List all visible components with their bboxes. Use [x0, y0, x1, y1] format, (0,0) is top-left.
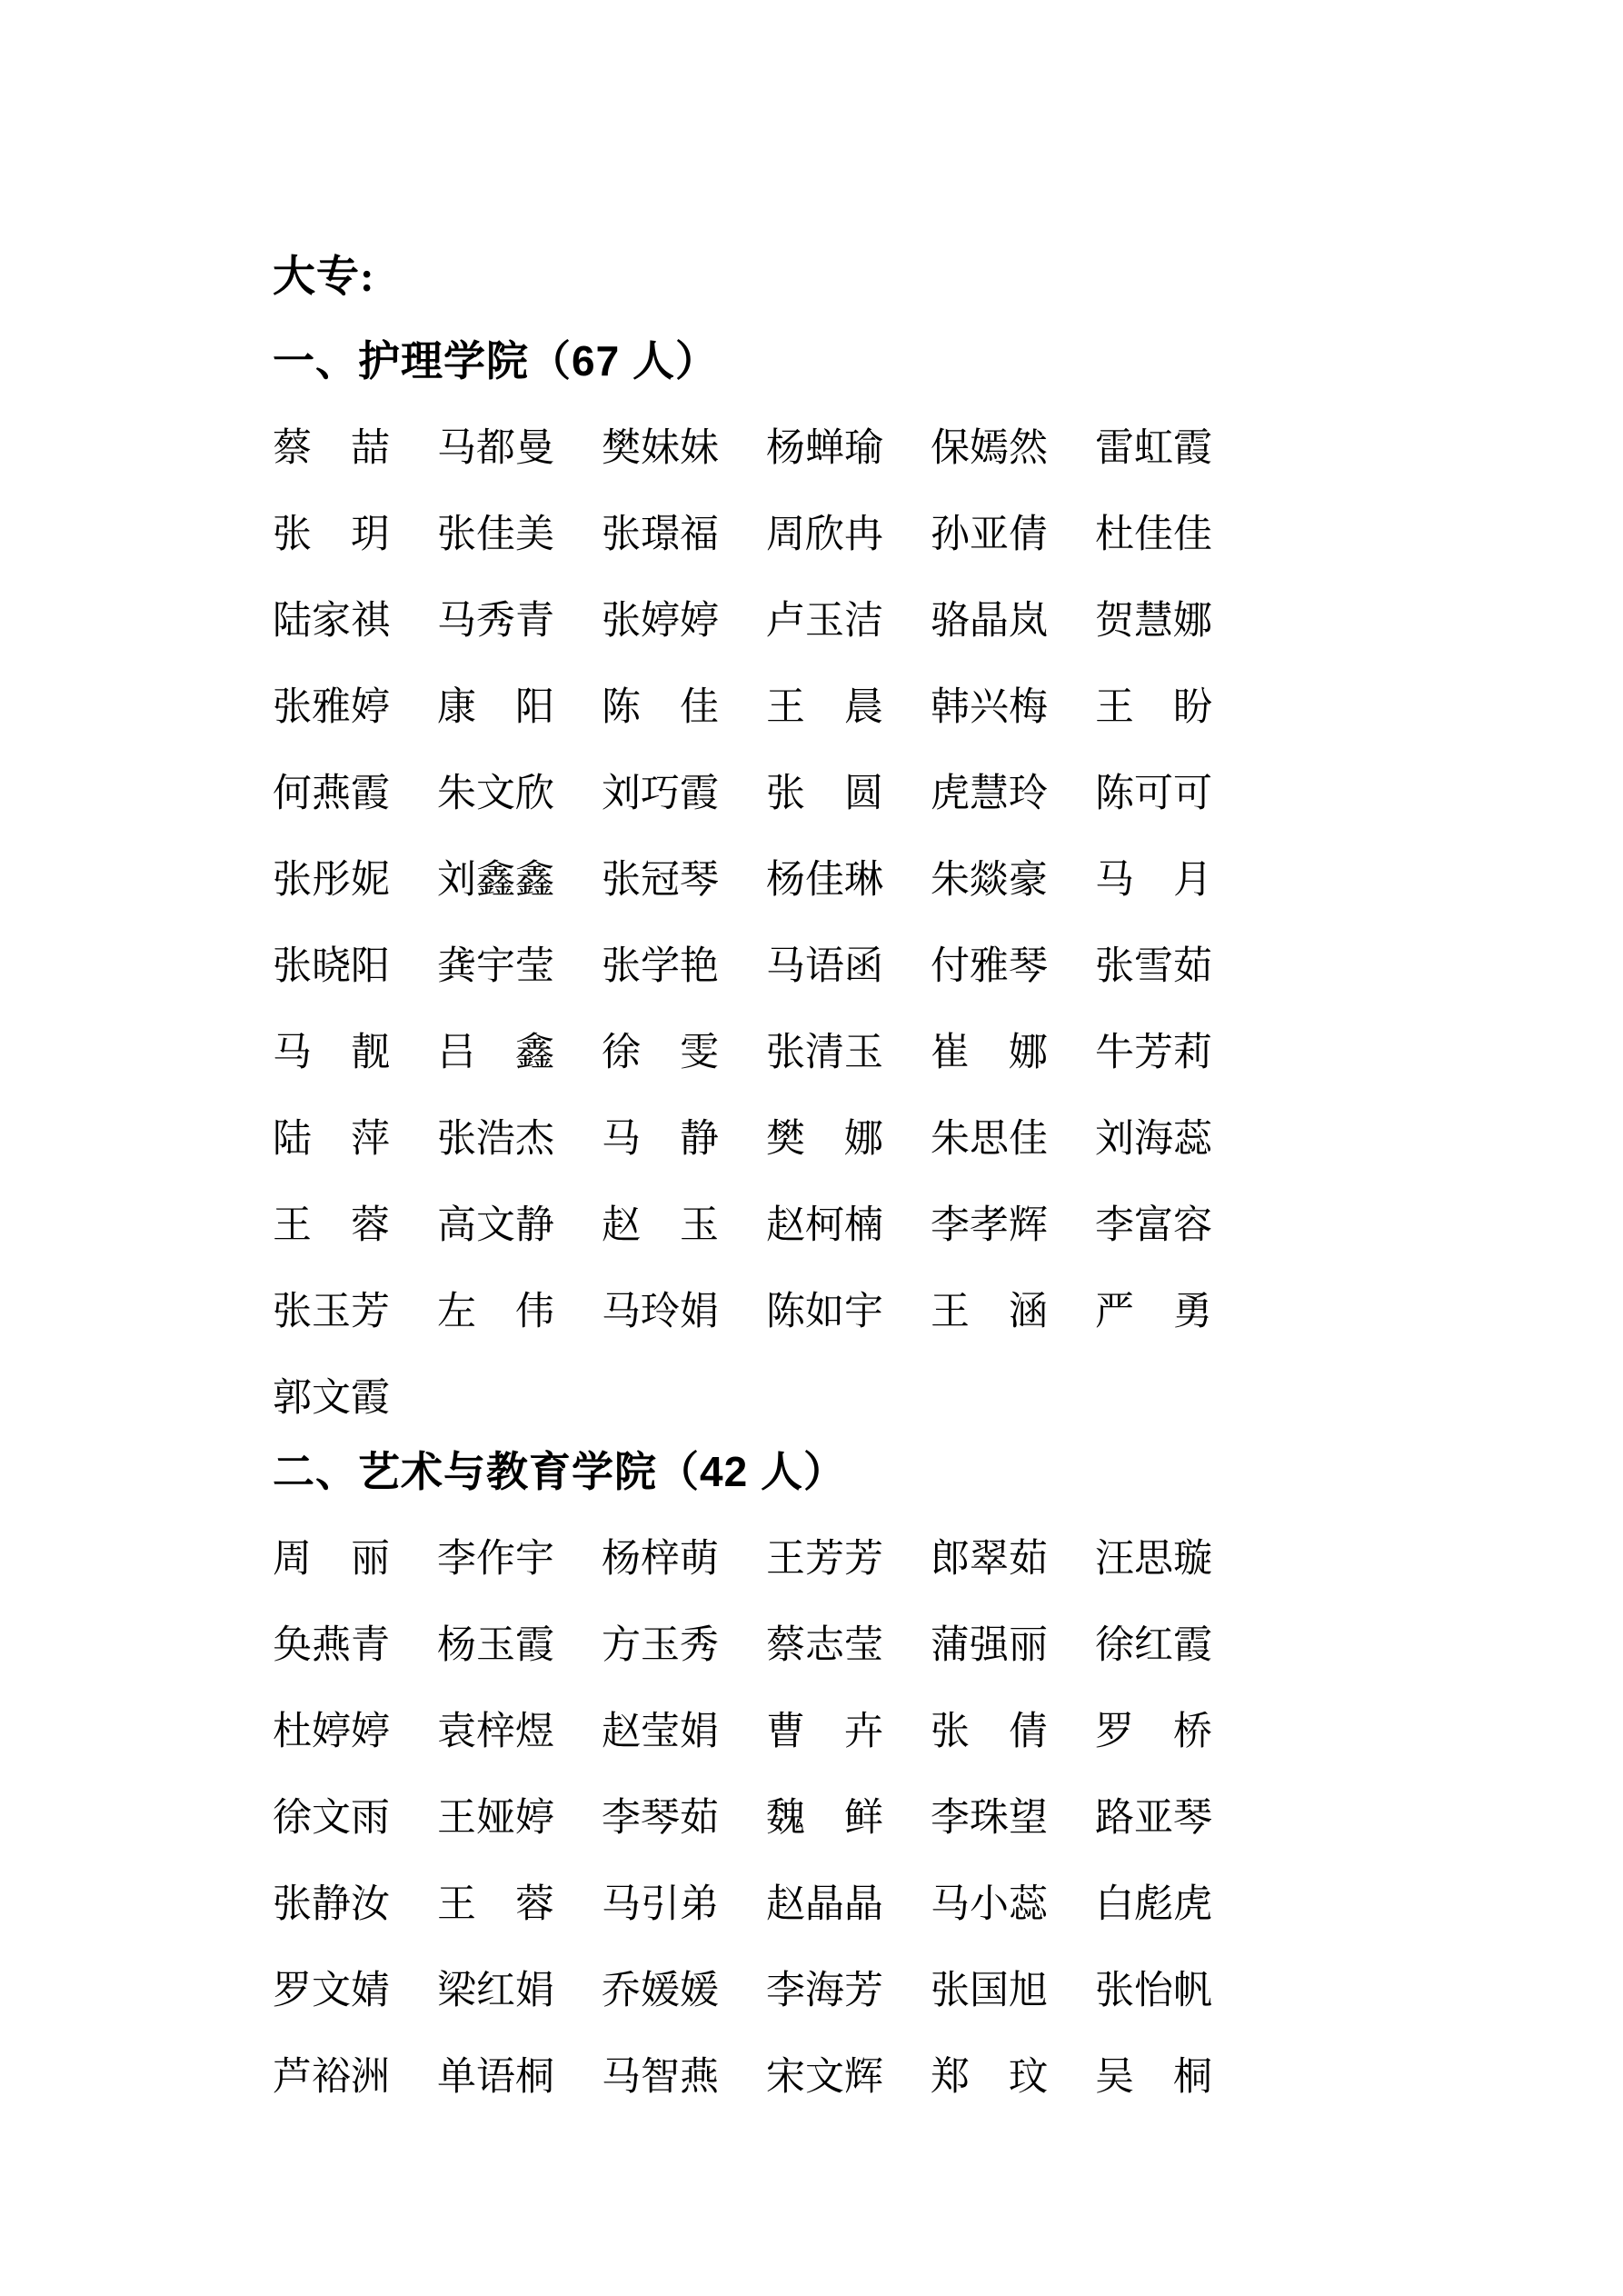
student-name: 蒲强丽: [931, 1624, 1048, 1667]
name-row: [273, 1775, 1490, 1862]
student-name: 方玉秀: [602, 1624, 719, 1667]
student-name: 保嫣然: [931, 427, 1048, 470]
student-name: 郎翠茹: [931, 1538, 1048, 1581]
student-name: 芦裕洲: [273, 2056, 390, 2099]
student-name: 孙亚倩: [931, 514, 1048, 556]
student-name: 杜佳佳: [1095, 514, 1212, 556]
student-name: 马都曼: [437, 427, 554, 470]
name-row: [273, 1862, 1490, 1948]
student-name: 张学艳: [602, 945, 719, 988]
name-row: [273, 1516, 1490, 1602]
student-name: 郑 玟: [931, 2056, 1048, 2099]
student-name: 严 勇: [1095, 1291, 1212, 1333]
student-name: 宋文辉: [766, 2056, 883, 2099]
student-name: 左 伟: [437, 1291, 554, 1333]
student-name: 王芳芳: [766, 1538, 883, 1581]
student-name: 徐 雯: [602, 1032, 719, 1074]
student-name: 张彤妮: [273, 859, 390, 902]
student-name: 何燕霞: [273, 773, 390, 815]
student-name: 陈如宇: [766, 1291, 883, 1333]
student-name: 路亚琴: [1095, 1797, 1212, 1840]
student-name: 崔 娜: [931, 1032, 1048, 1074]
student-name: 罗文婧: [273, 1970, 390, 2012]
student-name: 王 涵: [931, 1291, 1048, 1333]
name-row: [273, 492, 1490, 578]
student-name: 单语桐: [437, 2056, 554, 2099]
student-name: 蔡志莹: [766, 1624, 883, 1667]
student-name: 杨玉霞: [437, 1624, 554, 1667]
student-name: 张静汝: [273, 1883, 390, 1926]
student-name: 赵莹娟: [602, 1711, 719, 1753]
student-name: 李富容: [1095, 1204, 1212, 1247]
student-name: 赵 玉: [602, 1204, 719, 1247]
name-row: [273, 1096, 1490, 1183]
student-name: 康 阳: [437, 686, 554, 729]
student-name: 赵柯楠: [766, 1204, 883, 1247]
student-name: 吴 桐: [1095, 2056, 1212, 2099]
student-name: 马 靓: [273, 1032, 390, 1074]
student-name: 刘鑫鑫: [437, 859, 554, 902]
student-name: 魏 鲜: [766, 1797, 883, 1840]
student-name: 吕 鑫: [437, 1032, 554, 1074]
student-name: 袁梓煜: [437, 1711, 554, 1753]
name-row: [273, 923, 1490, 1010]
student-name: 张 玥: [273, 514, 390, 556]
student-name: 马小蕊: [931, 1883, 1048, 1926]
name-row: [273, 1602, 1490, 1689]
student-name: 张怡帆: [1095, 1970, 1212, 2012]
student-name: 付雅琴: [931, 945, 1048, 988]
student-name: 陈 佳: [602, 686, 719, 729]
student-name: 张璟福: [602, 514, 719, 556]
student-name: 虎慧玲: [931, 773, 1048, 815]
student-name: 陈可可: [1095, 773, 1212, 815]
name-rows: [273, 405, 1490, 1442]
student-name: 杨梓萌: [602, 1538, 719, 1581]
student-name: 杜婷婷: [273, 1711, 390, 1753]
student-name: 樊妹妹: [602, 427, 719, 470]
student-name: 朱燚豪: [931, 859, 1048, 902]
student-name: 马 静: [602, 1118, 719, 1161]
student-name: 马玲娟: [602, 1291, 719, 1333]
student-name: 朱思佳: [931, 1118, 1048, 1161]
student-name: 刘巧霞: [602, 773, 719, 815]
student-name: 王 晨: [766, 686, 883, 729]
sections-container: [273, 337, 1490, 2121]
page-title: 大专:: [273, 254, 375, 301]
student-name: 马秀青: [437, 600, 554, 643]
student-name: 韩兴梅: [931, 686, 1048, 729]
student-name: 张玉芳: [273, 1291, 390, 1333]
student-name: 朱文欣: [437, 773, 554, 815]
name-row: [273, 837, 1490, 923]
document-body: [273, 256, 1490, 2121]
name-row: [273, 1010, 1490, 1096]
student-name: 张浩杰: [437, 1118, 554, 1161]
student-name: 李海芳: [766, 1970, 883, 2012]
student-name: 张 倩: [931, 1711, 1048, 1753]
student-name: 王 蓉: [437, 1883, 554, 1926]
student-name: 周 丽: [273, 1538, 390, 1581]
name-row: [273, 405, 1490, 492]
student-name: 樊 娜: [766, 1118, 883, 1161]
student-name: 汪思璇: [1095, 1538, 1212, 1581]
student-name: 马语函: [766, 945, 883, 988]
student-name: 牛芳莉: [1095, 1032, 1212, 1074]
name-row: [273, 1269, 1490, 1355]
student-name: 马 月: [1095, 859, 1212, 902]
student-name: 陆 萍: [273, 1118, 390, 1161]
section-heading: 一、护理学院（67 人）: [273, 337, 718, 384]
student-name: 骆晶岚: [931, 600, 1048, 643]
student-name: 龚宇莹: [437, 945, 554, 988]
student-name: 王 盼: [1095, 686, 1212, 729]
student-name: 贺慧娜: [1095, 600, 1212, 643]
student-name: 张雪茹: [1095, 945, 1212, 988]
student-name: 王 蓉: [273, 1204, 390, 1247]
student-name: 马引弟: [602, 1883, 719, 1926]
student-name: 张佳美: [437, 514, 554, 556]
student-name: 马智燕: [602, 2056, 719, 2099]
student-name: 张雅婷: [273, 686, 390, 729]
student-name: 李孝辉: [931, 1204, 1048, 1247]
student-name: 周欣冉: [766, 514, 883, 556]
student-name: 李琴茹: [602, 1797, 719, 1840]
name-row: [273, 664, 1490, 751]
student-name: 郭文霞: [273, 1377, 390, 1420]
section-heading: 二、艺术与教育学院（42 人）: [273, 1448, 846, 1495]
name-row: [273, 1948, 1490, 2034]
student-name: 李作宇: [437, 1538, 554, 1581]
student-name: 张冠琴: [602, 859, 719, 902]
name-row: [273, 1183, 1490, 1269]
name-row: [273, 1355, 1490, 1442]
name-row: [273, 1689, 1490, 1775]
student-name: 杨佳琳: [766, 859, 883, 902]
name-rows: [273, 1516, 1490, 2121]
name-row: [273, 2034, 1490, 2121]
student-name: 杨蝉瑜: [766, 427, 883, 470]
student-name: 罗 桥: [1095, 1711, 1212, 1753]
college-section: [273, 1448, 1490, 2121]
student-name: 乔媛媛: [602, 1970, 719, 2012]
student-name: 张国旭: [931, 1970, 1048, 2012]
student-name: 高文静: [437, 1204, 554, 1247]
student-name: 蔡 喆: [273, 427, 390, 470]
student-name: 徐红霞: [1095, 1624, 1212, 1667]
student-name: 卢玉洁: [766, 600, 883, 643]
college-section: [273, 337, 1490, 1442]
student-name: 徐文雨: [273, 1797, 390, 1840]
name-row: [273, 751, 1490, 837]
student-name: 张晓阳: [273, 945, 390, 988]
student-name: 张清玉: [766, 1032, 883, 1074]
student-name: 白彪虎: [1095, 1883, 1212, 1926]
student-name: 雷虹霞: [1095, 427, 1212, 470]
name-row: [273, 578, 1490, 664]
student-name: 奂燕青: [273, 1624, 390, 1667]
student-name: 赵晶晶: [766, 1883, 883, 1926]
student-name: 王娅婷: [437, 1797, 554, 1840]
student-name: 李珠望: [931, 1797, 1048, 1840]
student-name: 曹 卉: [766, 1711, 883, 1753]
student-name: 刘海蕊: [1095, 1118, 1212, 1161]
student-name: 张婷婷: [602, 600, 719, 643]
student-name: 陆家祺: [273, 600, 390, 643]
student-name: 张 圆: [766, 773, 883, 815]
student-name: 梁红娟: [437, 1970, 554, 2012]
